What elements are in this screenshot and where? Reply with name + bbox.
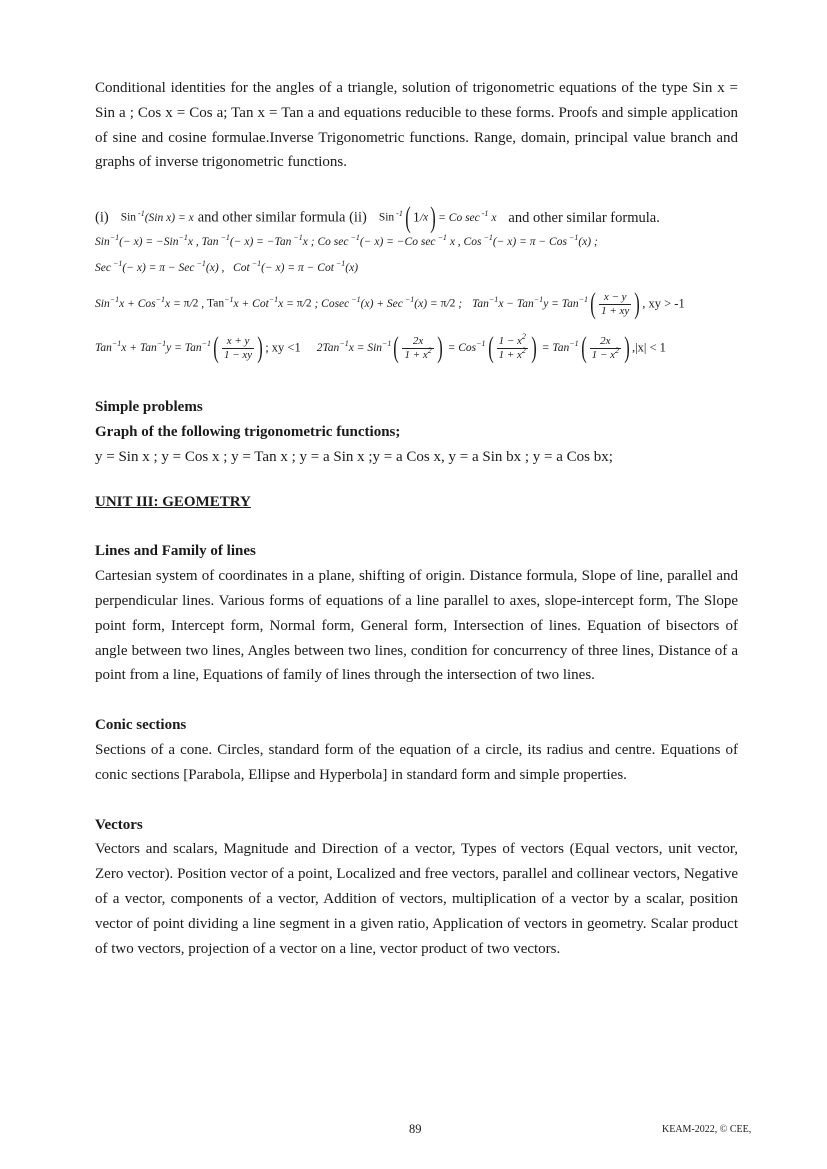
formula-line-4 xyxy=(95,289,738,333)
lines-paragraph: Cartesian system of coordinates in a plane, shifting of origin. Distance formula, Slope of line, parallel and perpendicular lines. Various forms of equations of a line parallel to axes, slope-intercept form, The Slope point form, Intercept form, Normal form, General form, Intersection of lines. Equation of bisectors of angle between two lines, Angles between two lines, condition for concurrency of three lines, Distance of a point from a line, Equations of family of lines through the intersection of two lines. xyxy=(95,568,738,684)
simple-problems-heading: Simple problems xyxy=(95,399,203,416)
vectors-paragraph: Vectors and scalars, Magnitude and Direction of a vector, Types of vectors (Equal vectors, unit vector, Zero vector). Position vector of a point, Localized and free vectors, parallel and collinear vectors, Negative of a vector, components of a vector, Addition of vectors, multiplication of a vector by a scalar, position vector of point dividing a line segment in a given ratio, Application of vectors in geometry. Scalar product of two vectors, projection of a vector on a line, vector product of two vectors. xyxy=(95,841,738,957)
formula-text-other-similar: and other similar formula (ii) xyxy=(197,209,367,226)
page-content xyxy=(95,76,738,961)
page-number: 89 xyxy=(409,1122,422,1136)
formula-label-i: (i) xyxy=(95,209,109,226)
unit-title: UNIT III: GEOMETRY xyxy=(95,493,251,510)
formula-sin-inverse-sin: Sin $^{-1}$(Sin x) = x xyxy=(120,208,194,224)
formula-line-3 xyxy=(95,259,738,289)
intro-paragraph: Conditional identities for the angles of a triangle, solution of trigonometric equations of the type Sin x = Sin a ; Cos x = Cos a; Tan x = Tan a and equations reducible to these forms. Proofs and simple application of sine and cosine formulae.Inverse Trigonometric functions. Range, domain, principal value branch and graphs of inverse trigonometric functions. xyxy=(95,80,738,171)
formula-line-2 xyxy=(95,233,738,259)
formula-tan-sum: Tan$^{-1}$x + Tan$^{-1}$y = Tan$^{-1}$( $\frac{x + y}{1 - xy}$ ) xyxy=(95,331,263,365)
formula-line-1 xyxy=(95,203,738,233)
graph-functions-line: y = Sin x ; y = Cos x ; y = Tan x ; y = a Sin x ;y = a Cos x, y = a Sin bx ; y = a Cos bx; xyxy=(95,448,613,465)
condition-xy-lt: ; xy <1 xyxy=(265,340,301,355)
lines-heading: Lines and Family of lines xyxy=(95,543,256,560)
formula-line-5 xyxy=(95,333,738,385)
formula-sum-identities: Sin$^{-1}$x + Cos$^{-1}$x = π/2 , Tan$^{-1}$x + Cot$^{-1}$x = π/2 ; Cosec $^{-1}$(x) + Sec $^{-1}$(x) = π/2 ; xyxy=(95,294,463,310)
condition-xy-gt: , xy > -1 xyxy=(642,296,685,311)
conics-heading: Conic sections xyxy=(95,717,187,734)
formula-negative-args-2: Sec $^{-1}$(− x) = π − Sec $^{-1}$(x) , Cot $^{-1}$(− x) = π − Cot $^{-1}$(x) xyxy=(95,258,359,274)
footer-credit: KEAM-2022, © CEE, xyxy=(662,1124,752,1135)
conics-paragraph: Sections of a cone. Circles, standard form of the equation of a circle, its radius and centre. Equations of conic sections [Parabola, Ellipse and Hyperbola] in standard form and simple properties. xyxy=(95,741,738,783)
graph-heading: Graph of the following trigonometric functions; xyxy=(95,423,401,440)
formula-sin-inverse-reciprocal: Sin $^{-1}$( 1/x) = Co sec $^{-1}$ x xyxy=(378,201,497,235)
formula-negative-args-1: Sin$^{-1}$(− x) = −Sin$^{-1}$x , Tan $^{-1}$(− x) = −Tan $^{-1}$x ; Co sec $^{-1}$(− x) = −Co sec $^{-1}$ x , Cos $^{-1}$(− x) = π − Cos $^{-1}$(x) ; xyxy=(95,232,598,248)
vectors-heading: Vectors xyxy=(95,816,143,833)
condition-abs-x: ,|x| < 1 xyxy=(631,340,666,355)
formula-tan-difference: Tan$^{-1}$x − Tan$^{-1}$y = Tan$^{-1}$( $\frac{x - y}{1 + xy}$ ) xyxy=(472,287,640,321)
formula-double-tan: 2Tan$^{-1}$x = Sin$^{-1}$( $\frac{2x}{1 + x^2}$ ) = Cos$^{-1}$( $\frac{1 - x^2}{1 + x^2}$ ) = Tan$^{-1}$( $\frac{2x}{1 - x^2}$ ) xyxy=(316,331,630,365)
formula-text-other-similar-end: and other similar formula. xyxy=(508,209,660,226)
